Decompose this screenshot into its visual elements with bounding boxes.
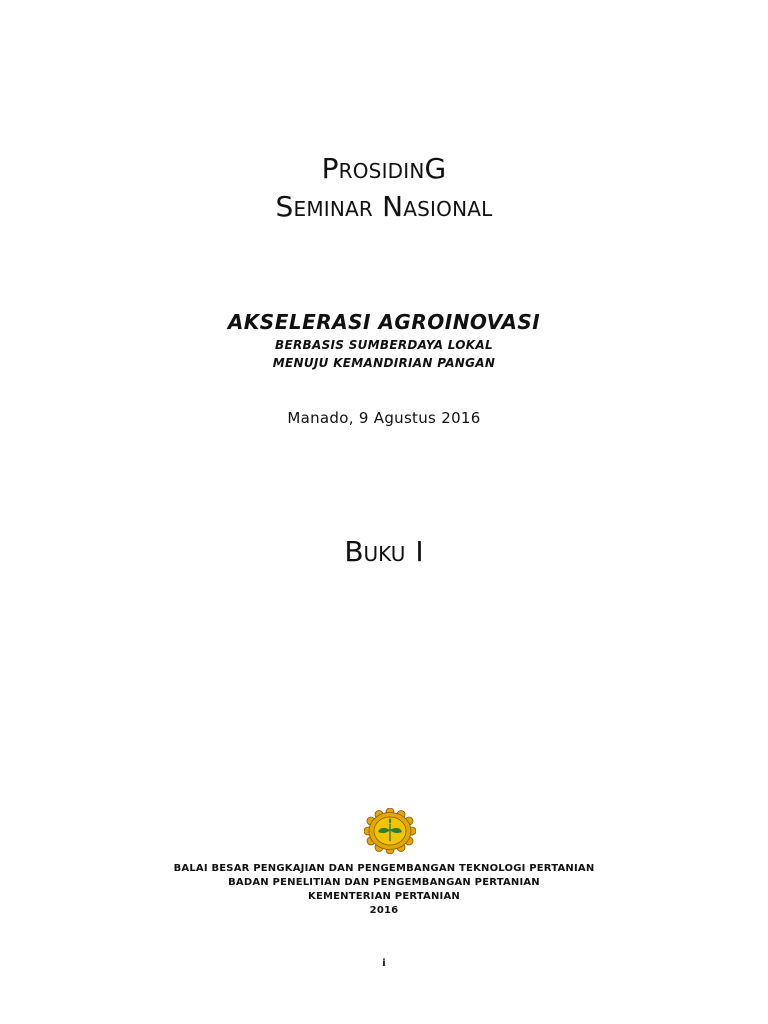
publisher-line-1: BALAI BESAR PENGKAJIAN DAN PENGEMBANGAN TEKNOLOGI PERTANIAN bbox=[173, 863, 595, 874]
book-number: I bbox=[415, 535, 424, 568]
book-volume bbox=[0, 533, 768, 571]
page-number: i bbox=[382, 958, 386, 969]
theme-sub-line-2: MENUJU KEMANDIRIAN PANGAN bbox=[272, 356, 496, 370]
ministry-emblem-icon bbox=[364, 808, 416, 854]
publisher-line-3: KEMENTERIAN PERTANIAN bbox=[308, 891, 460, 902]
title-line-1: ProsidinG bbox=[321, 152, 447, 185]
theme-sub-line-1: BERBASIS SUMBERDAYA LOKAL bbox=[275, 338, 493, 352]
seminar-theme bbox=[0, 308, 768, 372]
proceedings-title bbox=[0, 150, 768, 226]
theme-main-line: AKSELERASI AGROINOVASI bbox=[227, 310, 541, 334]
publisher-block bbox=[0, 862, 768, 918]
book-label: Buku bbox=[344, 535, 406, 568]
publication-year: 2016 bbox=[369, 905, 399, 916]
title-line-2: Seminar Nasional bbox=[275, 190, 493, 223]
seminar-date: Manado, 9 Agustus 2016 bbox=[287, 409, 481, 427]
publisher-line-2: BADAN PENELITIAN DAN PENGEMBANGAN PERTANIAN bbox=[228, 877, 540, 888]
